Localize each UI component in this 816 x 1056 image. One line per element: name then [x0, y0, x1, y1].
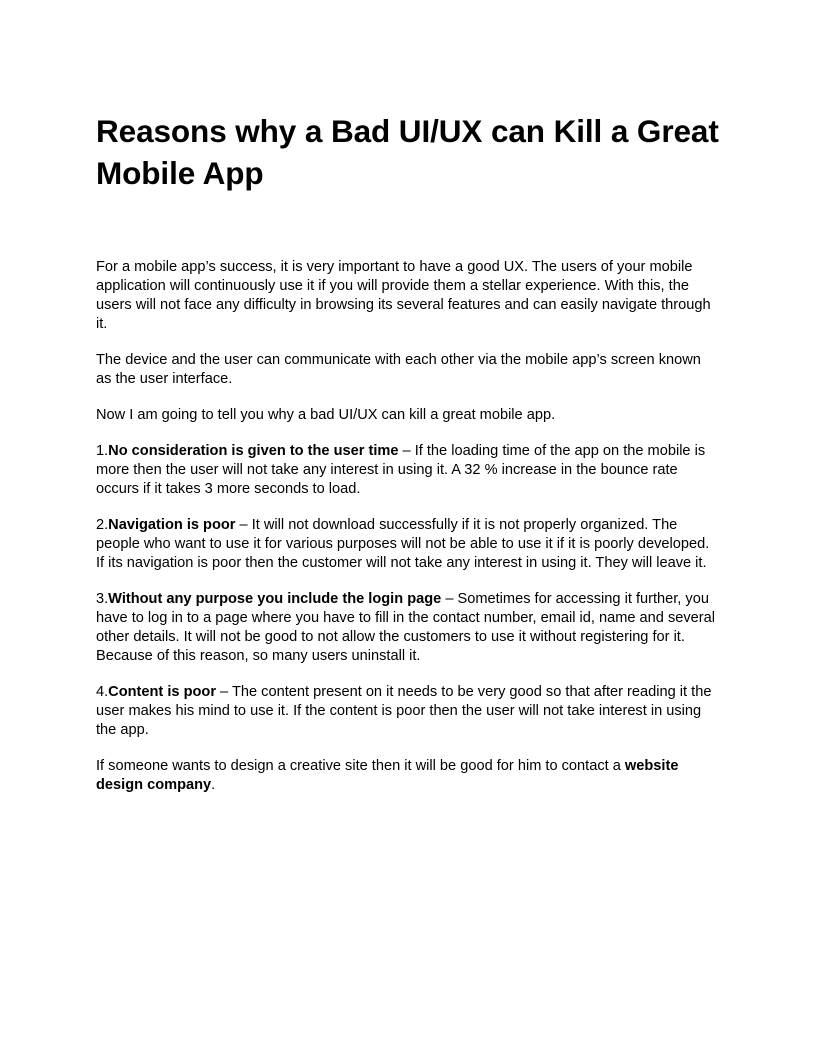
- reason-1: [96, 442, 720, 499]
- reason-text: – It will not download successfully if it is not properly organized. The people who want to use it for various purposes will not be able to use it if it is poorly developed. If its navigation is poor then the customer will not take any interest in using it. They will leave it.: [96, 517, 710, 571]
- closing-end: .: [211, 777, 216, 793]
- reason-text: – Sometimes for accessing it further, you have to log in to a page where you have to fill in the contact number, email id, name and several other details. It will not be good to not allow the customers to use it without registering for it. Because of this reason, so many users uninstall it.: [96, 591, 715, 664]
- reason-heading: Content is poor: [108, 684, 216, 700]
- closing-paragraph: [96, 757, 720, 795]
- reason-number: 4.: [96, 684, 109, 700]
- reason-number: 3.: [96, 591, 109, 607]
- reason-number: 1.: [96, 443, 109, 459]
- reason-number: 2.: [96, 517, 109, 533]
- reason-4: [96, 683, 720, 740]
- intro-paragraph-2: The device and the user can communicate with each other via the mobile app’s screen known as the user interface.: [96, 352, 701, 387]
- reason-heading: No consideration is given to the user time: [108, 443, 399, 459]
- reason-2: [96, 516, 720, 573]
- reason-text: – The content present on it needs to be very good so that after reading it the user makes his mind to use it. If the content is poor then the user will not take interest in using the app.: [96, 684, 712, 738]
- intro-paragraph-3: Now I am going to tell you why a bad UI/UX can kill a great mobile app.: [96, 407, 556, 423]
- closing-text: If someone wants to design a creative site then it will be good for him to contact a: [96, 758, 625, 774]
- document-title: Reasons why a Bad UI/UX can Kill a Great Mobile App: [96, 113, 719, 191]
- document-body: [96, 258, 720, 795]
- reason-text: – If the loading time of the app on the mobile is more then the user will not take any interest in using it. A 32 % increase in the bounce rate occurs if it takes 3 more seconds to load.: [96, 443, 706, 497]
- reason-heading: Without any purpose you include the login page: [108, 591, 442, 607]
- reason-3: [96, 590, 720, 666]
- closing-bold-link: website design company: [96, 758, 679, 793]
- document-page: [96, 110, 720, 812]
- intro-paragraph-1: For a mobile app’s success, it is very important to have a good UX. The users of your mobile application will continuously use it if you will provide them a stellar experience. With this, the users will not face any difficulty in browsing its several features and can easily navigate through it.: [96, 259, 711, 332]
- reason-heading: Navigation is poor: [108, 517, 236, 533]
